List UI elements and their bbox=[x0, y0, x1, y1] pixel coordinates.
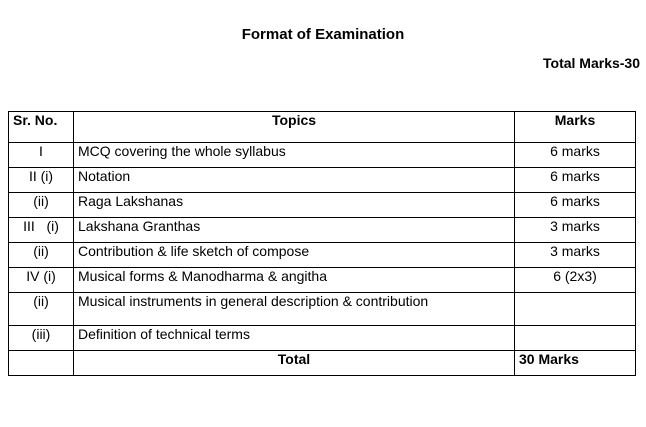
cell-sr: (iii) bbox=[9, 326, 74, 351]
cell-topic: Lakshana Granthas bbox=[74, 218, 515, 243]
cell-marks: 3 marks bbox=[515, 243, 636, 268]
cell-topic: Notation bbox=[74, 168, 515, 193]
cell-marks bbox=[515, 326, 636, 351]
cell-marks: 6 marks bbox=[515, 143, 636, 168]
header-marks: Marks bbox=[515, 112, 636, 143]
cell-marks: 6 (2x3) bbox=[515, 268, 636, 293]
cell-marks: 6 marks bbox=[515, 193, 636, 218]
exam-format-table bbox=[8, 111, 636, 376]
cell-sr: I bbox=[9, 143, 74, 168]
header-sr-no: Sr. No. bbox=[9, 112, 74, 143]
cell-sr: IV (i) bbox=[9, 268, 74, 293]
table-total-row bbox=[9, 351, 636, 376]
table-row bbox=[9, 293, 636, 326]
total-value: 30 Marks bbox=[515, 351, 636, 376]
cell-empty bbox=[9, 351, 74, 376]
table-row bbox=[9, 268, 636, 293]
cell-sr: III (i) bbox=[9, 218, 74, 243]
cell-topic: Raga Lakshanas bbox=[74, 193, 515, 218]
cell-marks bbox=[515, 293, 636, 326]
cell-marks: 3 marks bbox=[515, 218, 636, 243]
page-title: Format of Examination bbox=[241, 26, 405, 43]
cell-sr: (ii) bbox=[9, 193, 74, 218]
total-label: Total bbox=[74, 351, 515, 376]
table-row bbox=[9, 168, 636, 193]
cell-sr: (ii) bbox=[9, 243, 74, 268]
header-topics: Topics bbox=[74, 112, 515, 143]
cell-topic: Musical instruments in general description & contribution bbox=[74, 293, 515, 326]
cell-topic: MCQ covering the whole syllabus bbox=[74, 143, 515, 168]
table-row bbox=[9, 193, 636, 218]
table-row bbox=[9, 218, 636, 243]
table-header-row bbox=[9, 112, 636, 143]
cell-topic: Contribution & life sketch of compose bbox=[74, 243, 515, 268]
cell-sr: (ii) bbox=[9, 293, 74, 326]
table-row bbox=[9, 326, 636, 351]
cell-topic: Definition of technical terms bbox=[74, 326, 515, 351]
table-row bbox=[9, 143, 636, 168]
cell-sr: II (i) bbox=[9, 168, 74, 193]
cell-marks: 6 marks bbox=[515, 168, 636, 193]
table-row bbox=[9, 243, 636, 268]
cell-topic: Musical forms & Manodharma & angitha bbox=[74, 268, 515, 293]
total-marks-label: Total Marks-30 bbox=[543, 55, 640, 71]
